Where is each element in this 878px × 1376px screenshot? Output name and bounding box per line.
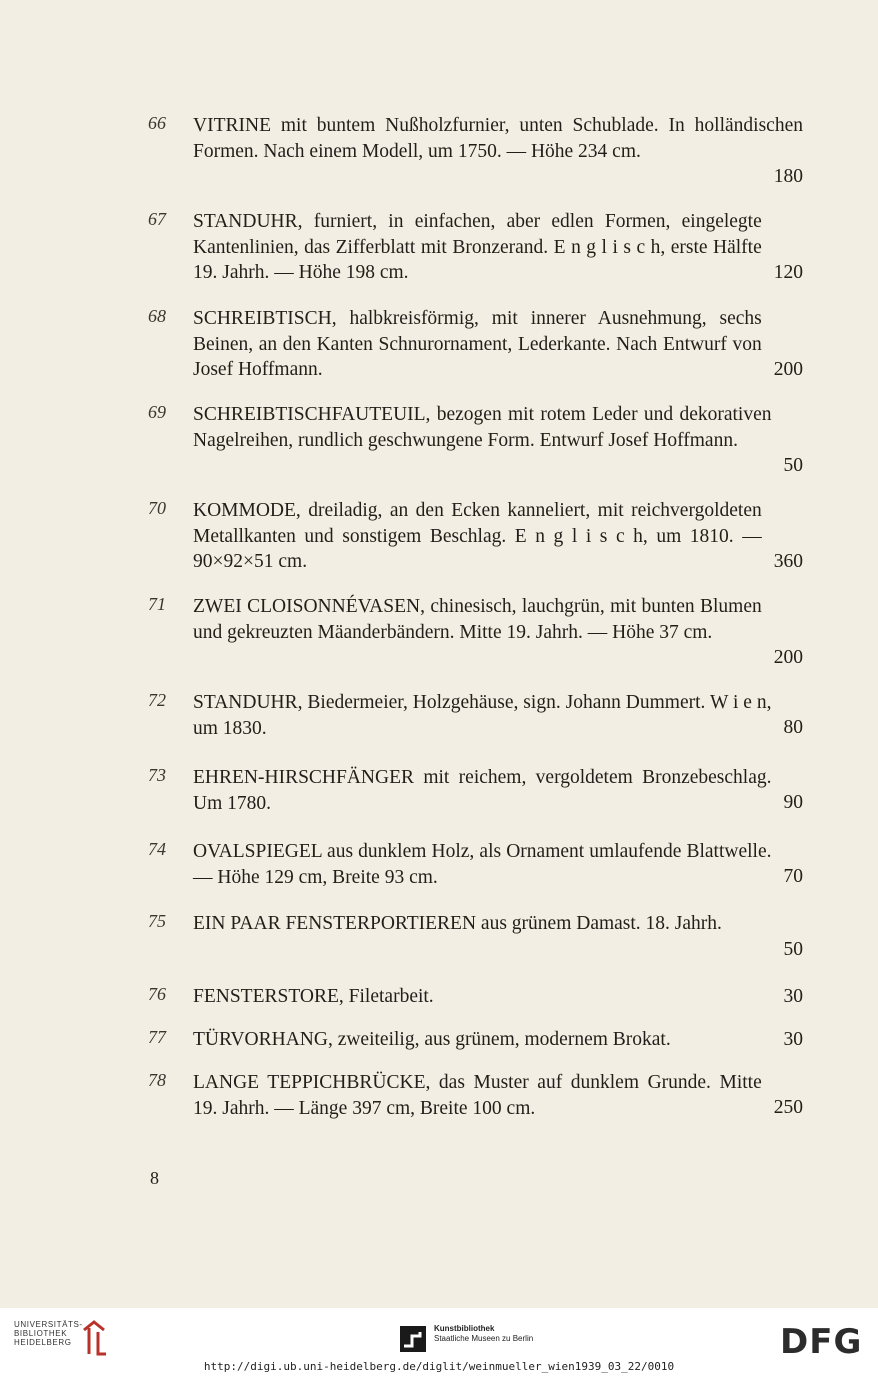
kunstbibliothek-logo-icon — [398, 1324, 428, 1354]
entry-number: 77 — [148, 1027, 166, 1047]
entry-description — [193, 306, 803, 383]
entry-price: 200 — [773, 359, 803, 380]
entry-number: 76 — [148, 984, 166, 1004]
entry-number: 66 — [148, 113, 166, 133]
entry-price: 250 — [773, 1097, 803, 1118]
entry-text: LANGE TEPPICHBRÜCKE, das Muster auf dunklem Grunde. Mitte 19. Jahrh. — Länge 397 cm, Breite 100 cm. — [193, 1072, 762, 1119]
kunstbibliothek-label — [434, 1324, 533, 1344]
university-line: UNIVERSITÄTS- — [14, 1320, 83, 1329]
entry-description — [193, 594, 803, 671]
entry-price: 50 — [783, 455, 803, 476]
entry-description — [193, 690, 803, 741]
entry-number: 69 — [148, 402, 166, 422]
entry-number: 75 — [148, 911, 166, 931]
entry-price: 80 — [783, 717, 803, 738]
entry-description — [193, 765, 803, 816]
university-line: BIBLIOTHEK — [14, 1329, 68, 1338]
entry-description — [193, 1027, 803, 1053]
entry-number: 78 — [148, 1070, 166, 1090]
entry-number: 73 — [148, 765, 166, 785]
entry-text: TÜRVORHANG, zweiteilig, aus grünem, modernem Brokat. — [193, 1029, 671, 1050]
entry-price: 70 — [783, 866, 803, 887]
entry-text: STANDUHR, Biedermeier, Holzgehäuse, sign. Johann Dummert. W i e n, um 1830. — [193, 692, 772, 739]
entry-text: EHREN-HIRSCHFÄNGER mit reichem, vergoldetem Bronzebeschlag. Um 1780. — [193, 767, 772, 814]
entry-text: VITRINE mit buntem Nußholzfurnier, unten Schublade. In holländischen Formen. Nach einem Modell, um 1750. — Höhe 234 cm. — [193, 115, 803, 162]
entry-description — [193, 498, 803, 575]
entry-price: 30 — [783, 1029, 803, 1050]
entry-description — [193, 209, 803, 286]
entry-price: 30 — [783, 986, 803, 1007]
entry-price: 360 — [773, 551, 803, 572]
footer-bar — [0, 1308, 878, 1376]
entry-text: ZWEI CLOISONNÉVASEN, chinesisch, lauchgrün, mit bunten Blumen und gekreuzten Mäanderbändern. Mitte 19. Jahrh. — Höhe 37 cm. — [193, 596, 762, 643]
entry-text: SCHREIBTISCH, halbkreisförmig, mit innerer Ausnehmung, sechs Beinen, an den Kanten Schnurornament, Lederkante. Nach Entwurf von Josef Hoffmann. — [193, 308, 762, 380]
entry-number: 72 — [148, 690, 166, 710]
entry-text: SCHREIBTISCHFAUTEUIL, bezogen mit rotem Leder und dekorativen Nagelreihen, rundlich geschwungene Form. Entwurf Josef Hoffmann. — [193, 404, 772, 451]
entry-number: 67 — [148, 209, 166, 229]
dfg-logo: DFG — [780, 1322, 863, 1362]
entry-description — [193, 1070, 803, 1121]
entry-price: 180 — [773, 166, 803, 187]
university-library-label — [14, 1320, 83, 1347]
entry-text: OVALSPIEGEL aus dunklem Holz, als Ornament umlaufende Blattwelle. — Höhe 129 cm, Breite 93 cm. — [193, 841, 772, 888]
source-url-link[interactable]: http://digi.ub.uni-heidelberg.de/diglit/weinmueller_wien1939_03_22/0010 — [203, 1360, 675, 1373]
university-logo-icon — [80, 1320, 108, 1356]
university-line: HEIDELBERG — [14, 1338, 72, 1347]
entry-description — [193, 113, 803, 190]
entry-price: 200 — [773, 647, 803, 668]
entry-text: STANDUHR, furniert, in einfachen, aber edlen Formen, eingelegte Kantenlinien, das Zifferblatt mit Bronzerand. E n g l i s c h, erste Hälfte 19. Jahrh. — Höhe 198 cm. — [193, 211, 762, 283]
entry-description — [193, 839, 803, 890]
kunstbibliothek-subtitle: Staatliche Museen zu Berlin — [434, 1334, 534, 1343]
entry-description — [193, 911, 803, 962]
entry-description — [193, 402, 803, 479]
kunstbibliothek-title: Kunstbibliothek — [434, 1324, 495, 1333]
entry-text: KOMMODE, dreiladig, an den Ecken kanneliert, mit reichvergoldeten Metallkanten und sonstigem Beschlag. E n g l i s c h, um 1810. — 90×92×51 cm. — [193, 500, 762, 572]
entry-number: 70 — [148, 498, 166, 518]
entry-price: 90 — [783, 792, 803, 813]
page-number: 8 — [150, 1168, 159, 1188]
entry-text: FENSTERSTORE, Filetarbeit. — [193, 986, 434, 1007]
entry-price: 50 — [783, 938, 803, 960]
entry-number: 74 — [148, 839, 166, 859]
entry-text: EIN PAAR FENSTERPORTIEREN aus grünem Damast. 18. Jahrh. — [193, 913, 722, 934]
entry-description — [193, 984, 803, 1010]
entry-number: 68 — [148, 306, 166, 326]
entry-number: 71 — [148, 594, 166, 614]
entry-price: 120 — [773, 262, 803, 283]
